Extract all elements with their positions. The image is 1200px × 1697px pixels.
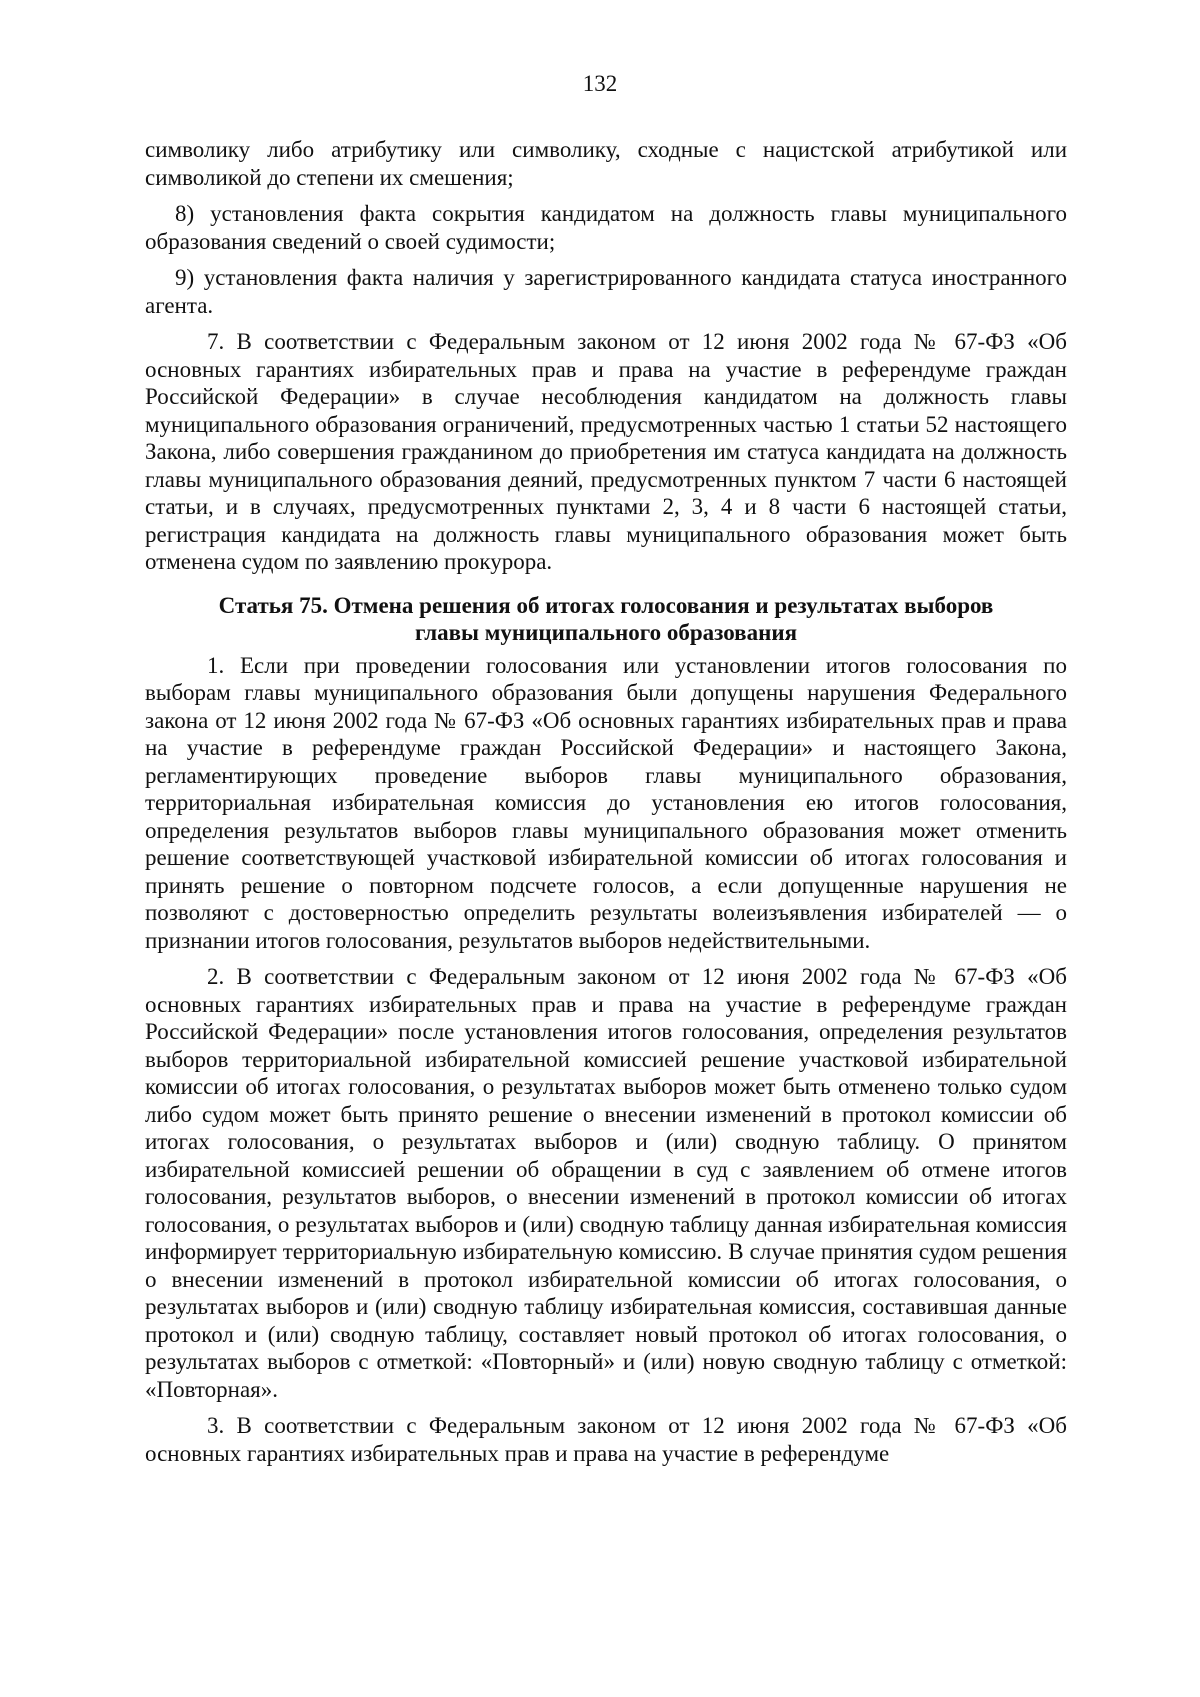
article-paragraph-3: 3. В соответствии с Федеральным законом от 12 июня 2002 года № 67-ФЗ «Об основных гарантиях избирательных прав и права на участие в референдуме — [145, 1413, 1067, 1466]
article-paragraph-2: 2. В соответствии с Федеральным законом от 12 июня 2002 года № 67-ФЗ «Об основных гарантиях избирательных прав и права на участие в референдуме граждан Российской Федерации» после установления итогов голосования, определения результатов выборов территориальной избирательной комиссией решение участковой избирательной комиссии об итогах голосования, о результатах выборов может быть отменено только судом либо судом может быть принято решение о внесении изменений в протокол комиссии об итогах голосования, о результатах выборов и (или) сводную таблицу. О принятом избирательной комиссией решении об обращении в суд с заявлением об отмене итогов голосования, результатов выборов, о внесении изменений в протокол комиссии об итогах голосования, о результатах выборов и (или) сводную таблицу данная избирательная комиссия информирует территориальную избирательную комиссию. В случае принятия судом решения о внесении изменений в протокол избирательной комиссии об итогах голосования, о результатах выборов и (или) сводную таблицу избирательная комиссия, составившая данные протокол и (или) сводную таблицу, составляет новый протокол об итогах голосования, о результатах выборов с отметкой: «Повторный» и (или) новую сводную таблицу с отметкой: «Повторная». — [145, 964, 1067, 1402]
document-body — [145, 136, 1067, 1467]
list-item-8: 8) установления факта сокрытия кандидатом на должность главы муниципального образования сведений о своей судимости; — [145, 201, 1067, 254]
paragraph-7: 7. В соответствии с Федеральным законом от 12 июня 2002 года № 67-ФЗ «Об основных гарантиях избирательных прав и права на участие в референдуме граждан Российской Федерации» в случае несоблюдения кандидатом на должность главы муниципального образования ограничений, предусмотренных частью 1 статьи 52 настоящего Закона, либо совершения гражданином до приобретения им статуса кандидата на должность главы муниципального образования деяний, предусмотренных пунктом 7 части 6 настоящей статьи, и в случаях, предусмотренных пунктами 2, 3, 4 и 8 части 6 настоящей статьи, регистрация кандидата на должность главы муниципального образования может быть отменена судом по заявлению прокурора. — [145, 329, 1067, 574]
article-heading-line-2: главы муниципального образования — [414, 619, 798, 645]
list-item-9: 9) установления факта наличия у зарегистрированного кандидата статуса иностранного агента. — [145, 265, 1067, 318]
article-heading-line-1: Статья 75. Отмена решения об итогах голосования и результатах выборов — [218, 592, 994, 618]
paragraph-continuation: символику либо атрибутику или символику, сходные с нацистской атрибутикой или символикой до степени их смешения; — [145, 137, 1067, 190]
page-number: 132 — [582, 71, 618, 96]
article-paragraph-1: 1. Если при проведении голосования или установлении итогов голосования по выборам главы муниципального образования были допущены нарушения Федерального закона от 12 июня 2002 года № 67-ФЗ «Об основных гарантиях избирательных прав и права на участие в референдуме граждан Российской Федерации» и настоящего Закона, регламентирующих проведение выборов главы муниципального образования, территориальная избирательная комиссия до установления ею итогов голосования, определения результатов выборов главы муниципального образования может отменить решение соответствующей участковой избирательной комиссии об итогах голосования и принять решение о повторном подсчете голосов, а если допущенные нарушения не позволяют с достоверностью определить результаты волеизъявления избирателей — о признании итогов голосования, результатов выборов недействительными. — [145, 652, 1067, 953]
article-heading — [145, 592, 1067, 646]
